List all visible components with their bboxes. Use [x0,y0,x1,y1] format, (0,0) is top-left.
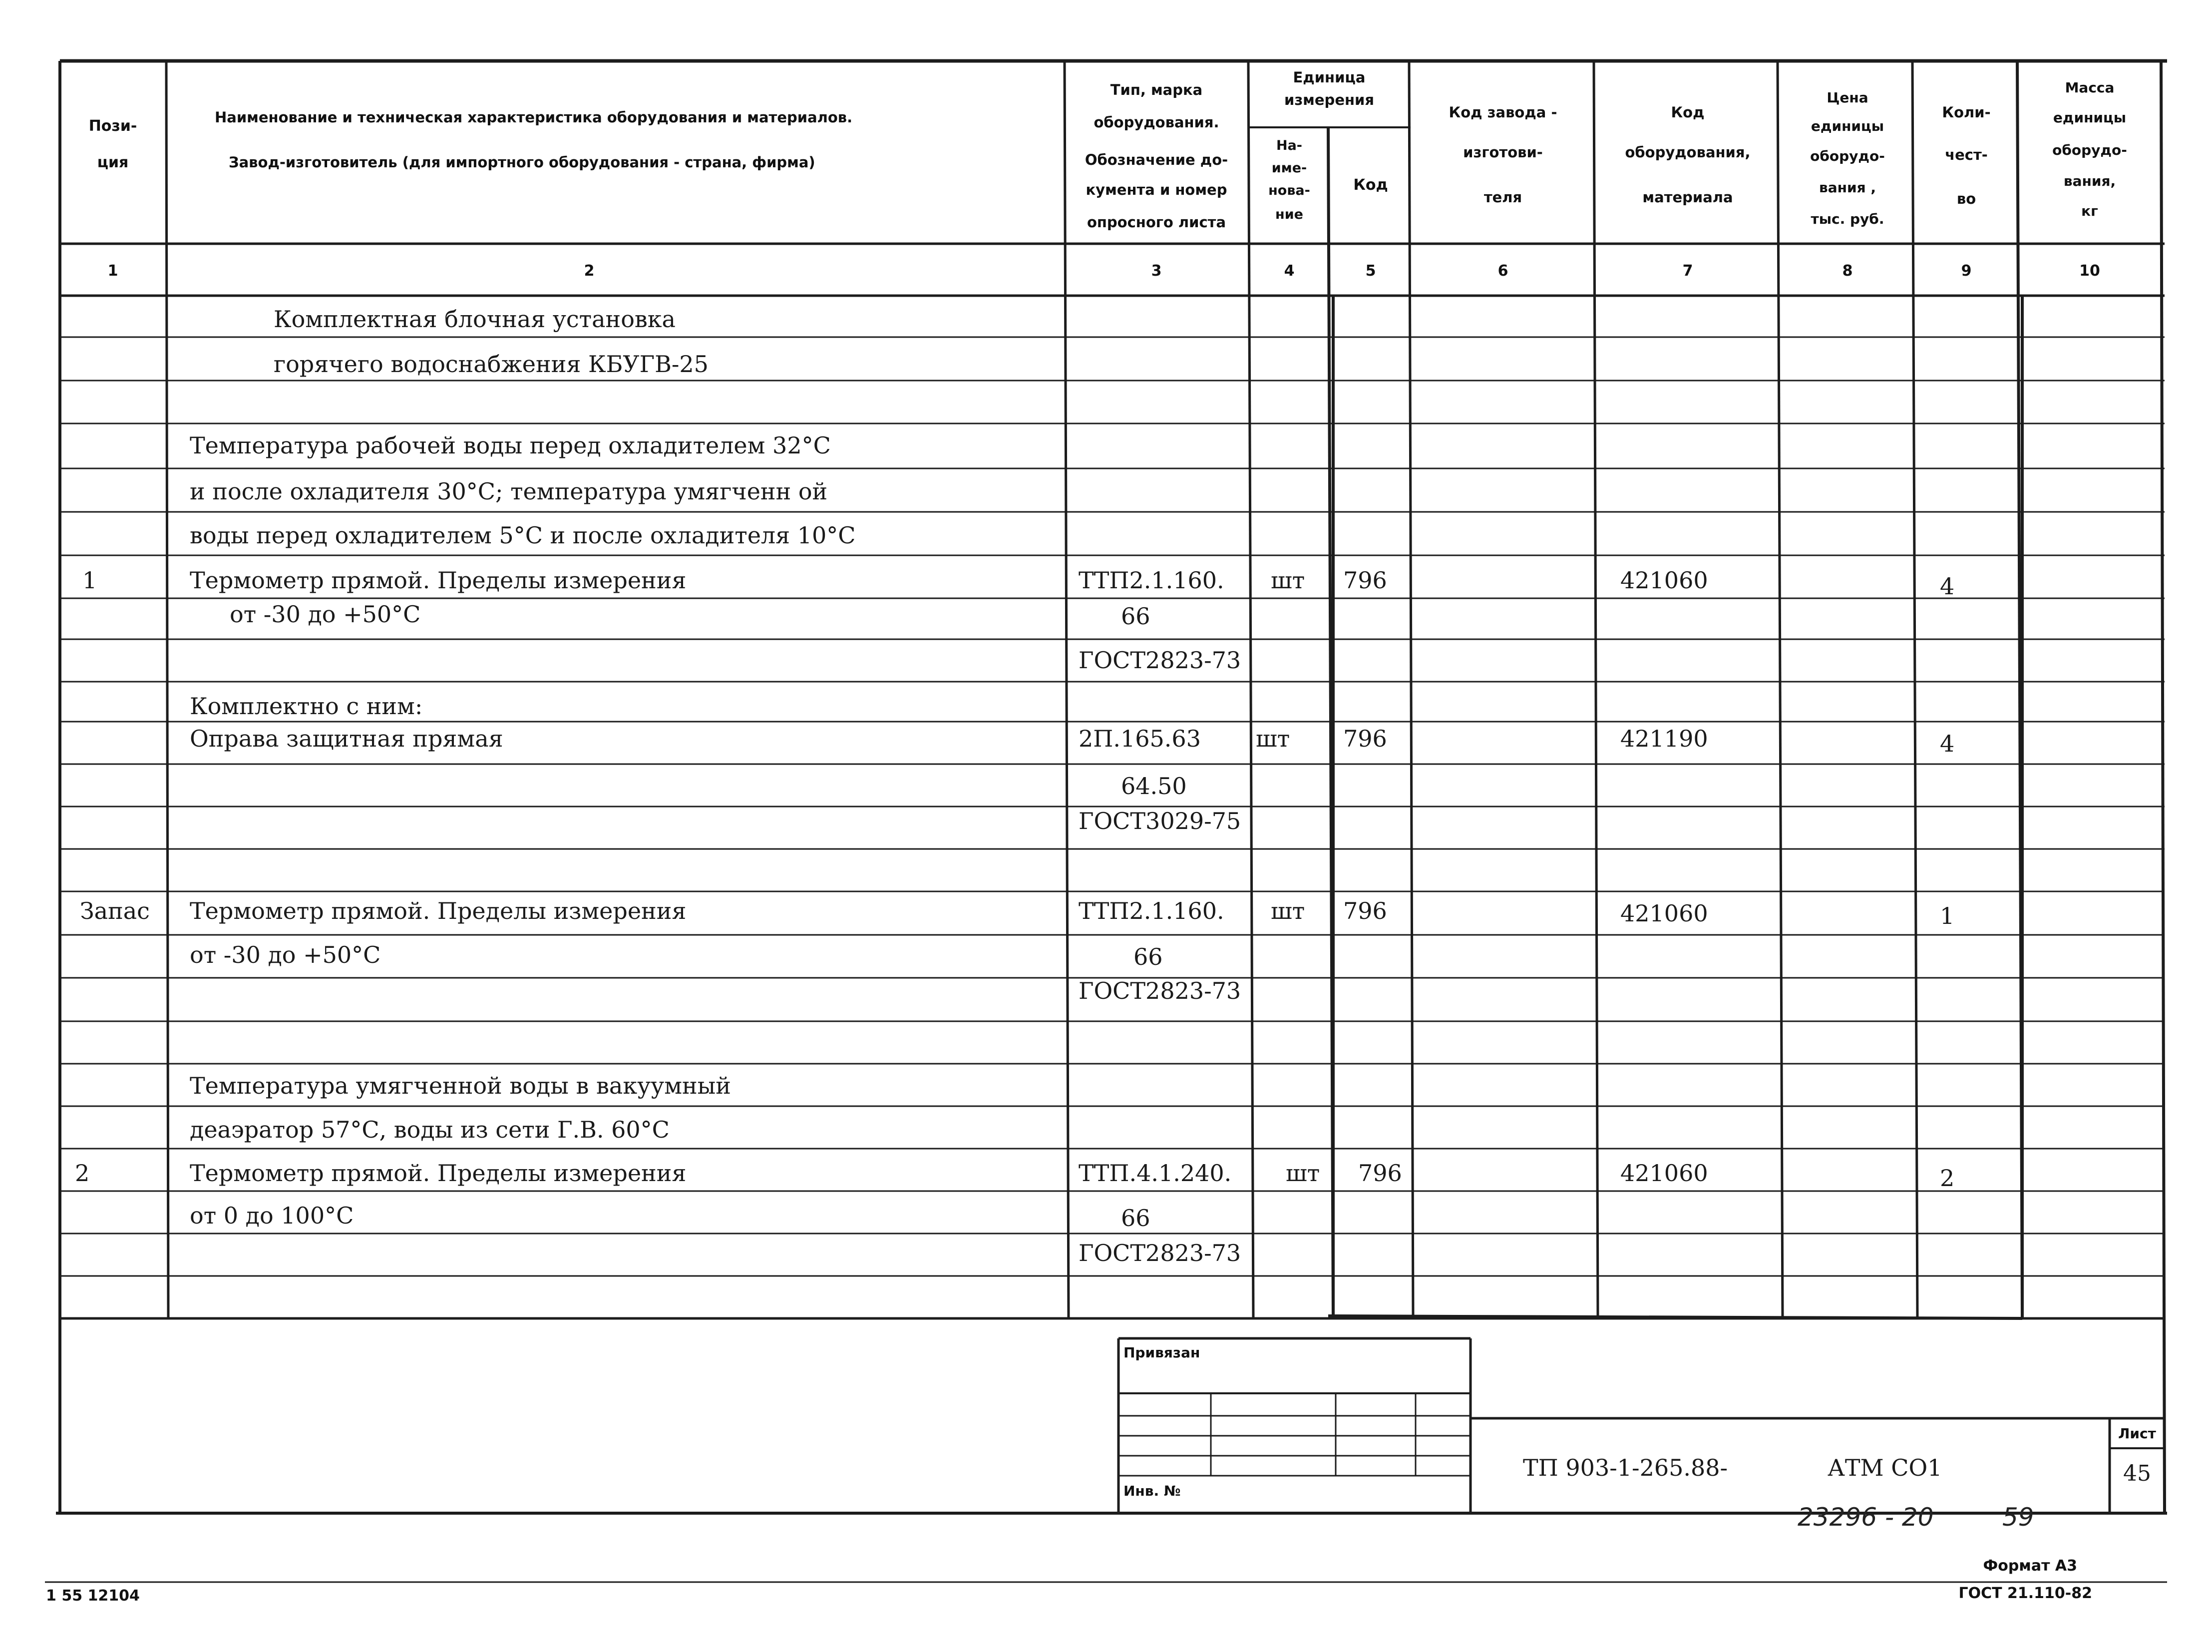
header-col7-line2: оборудования, [1625,144,1751,161]
document-suffix: АТМ СО1 [1828,1454,1942,1481]
header-col6-line2: изготови- [1463,144,1543,161]
handwritten-number: 23296 - 20 [1798,1503,1934,1532]
row-position: 1 [82,567,97,594]
sheet-number: 45 [2123,1461,2151,1486]
row-name: Термометр прямой. Пределы измерения [190,897,687,924]
row-name: Температура рабочей воды перед охладителем 32°С [190,432,831,459]
row-position: 2 [75,1160,90,1187]
row-name: Термометр прямой. Пределы измерения [190,1160,687,1187]
row-type: 64.50 [1121,773,1187,800]
row-code: 421060 [1620,1160,1708,1187]
gost-label: ГОСТ 21.110-82 [1958,1585,2092,1602]
format-label: Формат А3 [1983,1557,2077,1575]
header-col5: Код [1353,176,1388,194]
bound-label: Привязан [1123,1344,1200,1361]
row-type: ГОСТ3029-75 [1079,808,1241,834]
column-number: 3 [1151,262,1162,280]
header-col1-line2: ция [97,154,129,171]
column-number: 7 [1682,262,1693,280]
column-number: 4 [1284,262,1295,280]
header-col8-line3: оборудо- [1810,148,1885,164]
row-qty: 1 [1940,902,1955,929]
sheet-label: Лист [2118,1425,2156,1442]
row-code: 421060 [1620,567,1708,594]
row-name: от -30 до +50°С [190,941,381,968]
header-col2-line1: Наименование и техническая характеристика оборудования и материалов. [215,109,853,126]
row-name: от 0 до 100°С [190,1202,354,1229]
row-name: воды перед охладителем 5°С и после охладителя 10°С [190,522,856,549]
header-col10-line3: оборудо- [2052,142,2127,158]
header-col8-line1: Цена [1827,89,1868,106]
row-unit: шт [1271,567,1305,594]
header-col3-line1: Тип, марка [1110,81,1203,98]
header-col4-line2: име- [1271,160,1307,176]
header-col7-line3: материала [1642,189,1733,206]
header-col8-line5: тыс. руб. [1811,211,1884,227]
column-number: 1 [107,262,118,280]
header-col3-line2: оборудования. [1094,114,1219,131]
header-col10-line1: Масса [2065,79,2115,96]
row-name: и после охладителя 30°С; температура умягченн ой [190,478,828,505]
header-col2-line2: Завод-изготовитель (для импортного оборудования - страна, фирма) [229,154,815,171]
row-name: Комплектно с ним: [190,693,423,720]
header-col8-line4: вания , [1819,179,1876,196]
row-name: горячего водоснабжения КБУГВ-25 [274,351,709,378]
row-type: ТТП2.1.160. [1079,897,1224,924]
column-number: 2 [584,262,595,280]
column-number: 8 [1842,262,1853,280]
row-code: 421190 [1620,725,1708,752]
table-header [89,69,2127,280]
header-col4-line3: нова- [1268,183,1310,198]
header-col4-line1: На- [1276,138,1303,153]
row-position: Запас [80,897,150,924]
handwritten-page: 59 [2002,1503,2034,1532]
inventory-label: Инв. № [1123,1483,1181,1499]
row-qty: 4 [1940,730,1955,757]
column-number: 6 [1497,262,1508,280]
column-number: 5 [1365,262,1376,280]
row-type: 2П.165.63 [1079,725,1201,752]
header-col4-line4: ние [1275,207,1303,222]
row-unit: шт [1256,725,1290,752]
row-unit: шт [1271,897,1305,924]
header-unit-line1: Единица [1293,69,1366,86]
row-type: ГОСТ2823-73 [1079,1239,1241,1266]
header-col9-line3: во [1956,190,1976,207]
document-code: ТП 903-1-265.88- [1523,1454,1728,1481]
header-col6-line1: Код завода - [1449,104,1557,121]
row-type: 66 [1121,603,1150,630]
row-name: Термометр прямой. Пределы измерения [190,567,687,594]
header-col9-line1: Коли- [1942,104,1991,121]
row-type: ГОСТ2823-73 [1079,647,1241,674]
table-body [75,306,1954,1266]
row-unit-code: 796 [1343,897,1387,924]
row-name: от -30 до +50°С [230,601,421,628]
row-unit: шт [1286,1160,1320,1187]
header-col8-line2: единицы [1811,118,1884,134]
row-unit-code: 796 [1358,1160,1402,1187]
row-code: 421060 [1620,900,1708,927]
row-qty: 4 [1940,573,1955,600]
row-type: ТТП2.1.160. [1079,567,1224,594]
header-col1-line1: Пози- [88,117,137,135]
header-col3-line5: опросного листа [1087,214,1226,231]
header-col3-line3: Обозначение до- [1085,151,1228,168]
row-type: ТТП.4.1.240. [1079,1160,1232,1187]
header-col10-line4: вания, [2063,173,2116,189]
row-unit-code: 796 [1343,725,1387,752]
header-col7-line1: Код [1671,104,1705,121]
header-col10-line5: кг [2081,203,2098,219]
row-type: ГОСТ2823-73 [1079,977,1241,1004]
header-col9-line2: чест- [1945,146,1988,163]
header-col3-line4: кумента и номер [1086,181,1227,198]
header-unit-line2: измерения [1284,91,1374,108]
row-qty: 2 [1940,1165,1955,1192]
header-col10-line2: единицы [2053,109,2127,126]
column-number: 10 [2079,262,2100,280]
row-type: 66 [1121,1205,1150,1232]
column-number: 9 [1961,262,1972,280]
row-unit-code: 796 [1343,567,1387,594]
row-name: деаэратор 57°С, воды из сети Г.В. 60°С [190,1116,670,1143]
header-col6-line3: теля [1483,189,1522,206]
row-name: Оправа защитная прямая [190,725,503,752]
row-name: Температура умягченной воды в вакуумный [190,1072,731,1099]
row-type: 66 [1133,943,1163,970]
archive-number: 1 55 12104 [46,1587,140,1605]
row-name: Комплектная блочная установка [274,306,676,333]
